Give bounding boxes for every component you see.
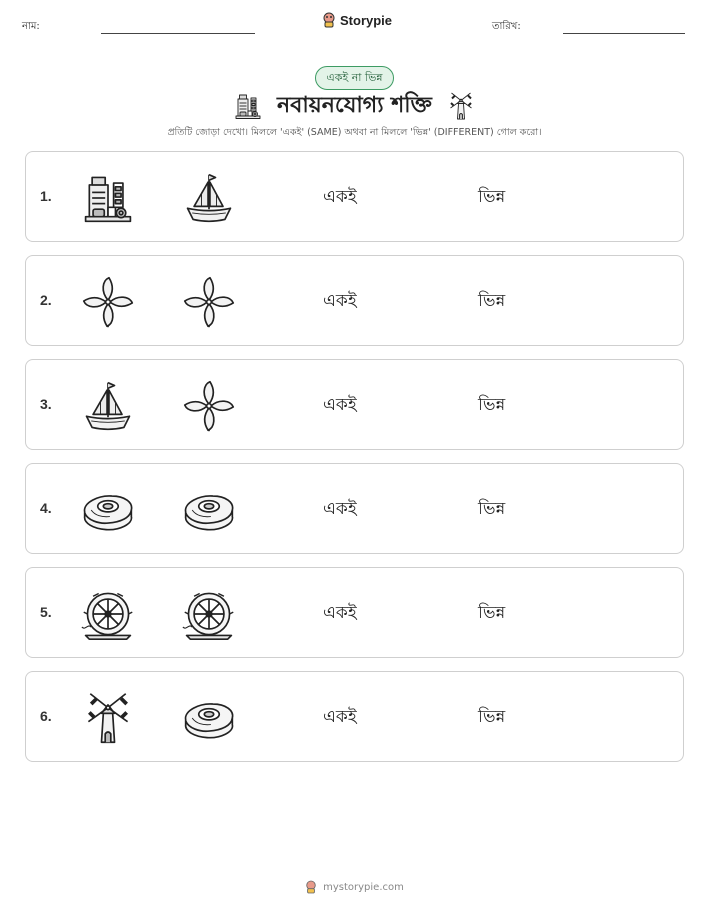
title-row — [0, 88, 709, 124]
date-label: তারিখ: — [492, 21, 521, 32]
name-field[interactable] — [101, 33, 255, 34]
stone-disc-icon — [80, 482, 136, 538]
same-option[interactable]: একই — [323, 395, 357, 415]
sailboat-icon — [80, 378, 136, 434]
water-wheel-icon — [80, 586, 136, 642]
row-number: 1. — [40, 188, 52, 204]
same-option[interactable]: একই — [323, 603, 357, 623]
row-number: 3. — [40, 396, 52, 412]
name-label: নাম: — [22, 21, 40, 32]
page-title: নবায়নযোগ্য শক্তি — [277, 92, 432, 118]
question-row-6 — [25, 671, 684, 762]
date-field[interactable] — [563, 33, 685, 34]
pinwheel-icon — [181, 378, 237, 434]
brand-name: Storypie — [340, 12, 393, 28]
footer-url[interactable]: mystorypie.com — [323, 881, 404, 893]
sailboat-icon — [181, 170, 237, 226]
brand — [322, 12, 392, 28]
water-wheel-icon — [181, 586, 237, 642]
different-option[interactable]: ভিন্ন — [478, 291, 506, 311]
different-option[interactable]: ভিন্ন — [478, 499, 506, 519]
question-row-4 — [25, 463, 684, 554]
different-option[interactable]: ভিন্ন — [478, 707, 506, 727]
windmill-icon — [80, 690, 136, 746]
instructions: প্রতিটি জোড়া দেখো। মিললে 'একই' (SAME) অথবা না মিললে 'ভিন্ন' (DIFFERENT) গোল করো। — [167, 127, 542, 138]
stone-disc-icon — [181, 482, 237, 538]
windmill-icon — [446, 91, 476, 121]
same-option[interactable]: একই — [323, 187, 357, 207]
storypie-logo-icon — [322, 12, 336, 28]
question-row-1 — [25, 151, 684, 242]
pinwheel-icon — [181, 274, 237, 330]
storypie-logo-icon — [305, 880, 317, 894]
stone-disc-icon — [181, 690, 237, 746]
row-number: 4. — [40, 500, 52, 516]
different-option[interactable]: ভিন্ন — [478, 187, 506, 207]
question-row-2 — [25, 255, 684, 346]
footer — [0, 880, 709, 894]
different-option[interactable]: ভিন্ন — [478, 603, 506, 623]
question-row-5 — [25, 567, 684, 658]
topic-badge: একই না ভিন্ন — [315, 66, 394, 90]
pinwheel-icon — [80, 274, 136, 330]
row-number: 6. — [40, 708, 52, 724]
different-option[interactable]: ভিন্ন — [478, 395, 506, 415]
same-option[interactable]: একই — [323, 291, 357, 311]
row-number: 2. — [40, 292, 52, 308]
same-option[interactable]: একই — [323, 707, 357, 727]
question-row-3 — [25, 359, 684, 450]
factory-icon — [233, 91, 263, 121]
same-option[interactable]: একই — [323, 499, 357, 519]
factory-icon — [80, 170, 136, 226]
row-number: 5. — [40, 604, 52, 620]
